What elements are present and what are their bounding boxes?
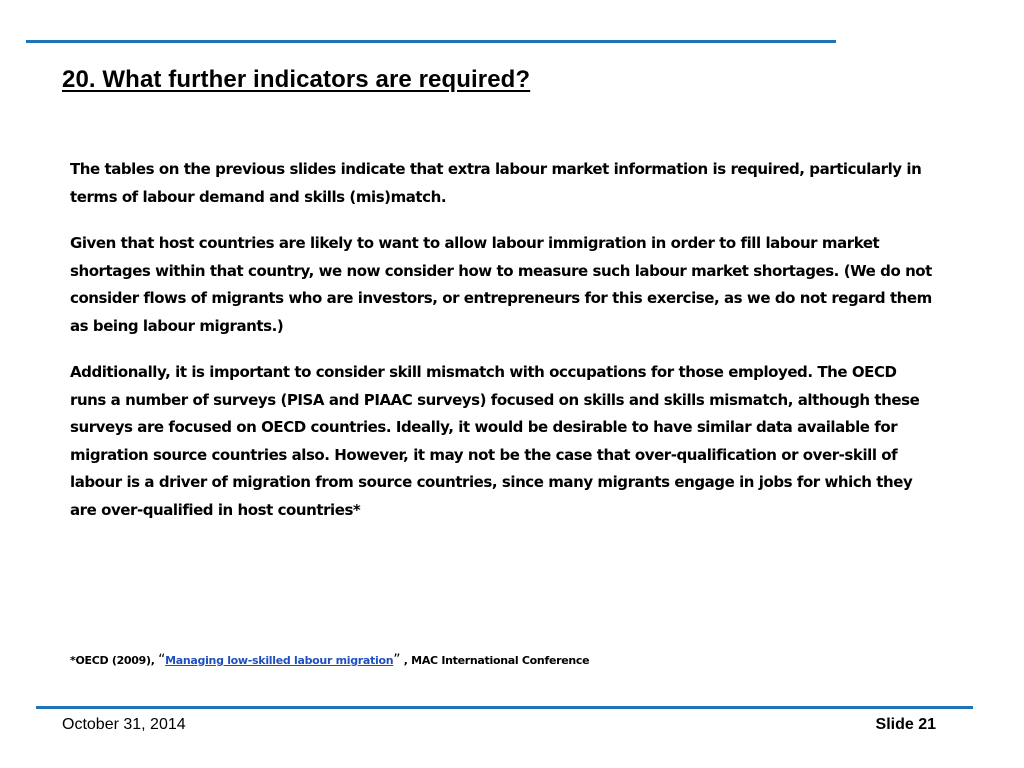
body-paragraph-1: The tables on the previous slides indicate that extra labour market information is required, particularly in terms of labour demand and skills (mis)match. <box>70 160 922 206</box>
body-paragraph-3: Additionally, it is important to consider skill mismatch with occupations for those employed. The OECD runs a number of surveys (PISA and PIAAC surveys) focused on skills and skills mismatch, although these surveys are focused on OECD countries. Ideally, it would be desirable to have similar data available for migration source countries also. However, it may not be the case that over-qualification or over-skill of labour is a driver of migration from source countries, since many migrants engage in jobs for which they are over-qualified in host countries* <box>70 363 920 519</box>
footer-date: October 31, 2014 <box>62 716 186 733</box>
footnote-prefix: *OECD (2009), <box>70 654 155 667</box>
slide-number: Slide 21 <box>875 716 936 733</box>
footnote <box>70 652 589 668</box>
body-paragraph-2: Given that host countries are likely to want to allow labour immigration in order to fill labour market shortages within that country, we now consider how to measure such labour market shortages. (We do not consider flows of migrants who are investors, or entrepreneurs for this exercise, as we do not regard them as being labour migrants.) <box>70 234 932 335</box>
footnote-open-quote: “ <box>158 652 166 668</box>
top-divider <box>26 40 836 43</box>
bottom-divider <box>36 706 973 709</box>
footnote-close-quote: ” <box>393 652 401 668</box>
footnote-suffix: , MAC International Conference <box>403 654 590 667</box>
slide-body <box>70 156 936 543</box>
slide-title: 20. What further indicators are required? <box>62 66 531 93</box>
footnote-reference-link[interactable]: Managing low-skilled labour migration <box>165 654 394 667</box>
